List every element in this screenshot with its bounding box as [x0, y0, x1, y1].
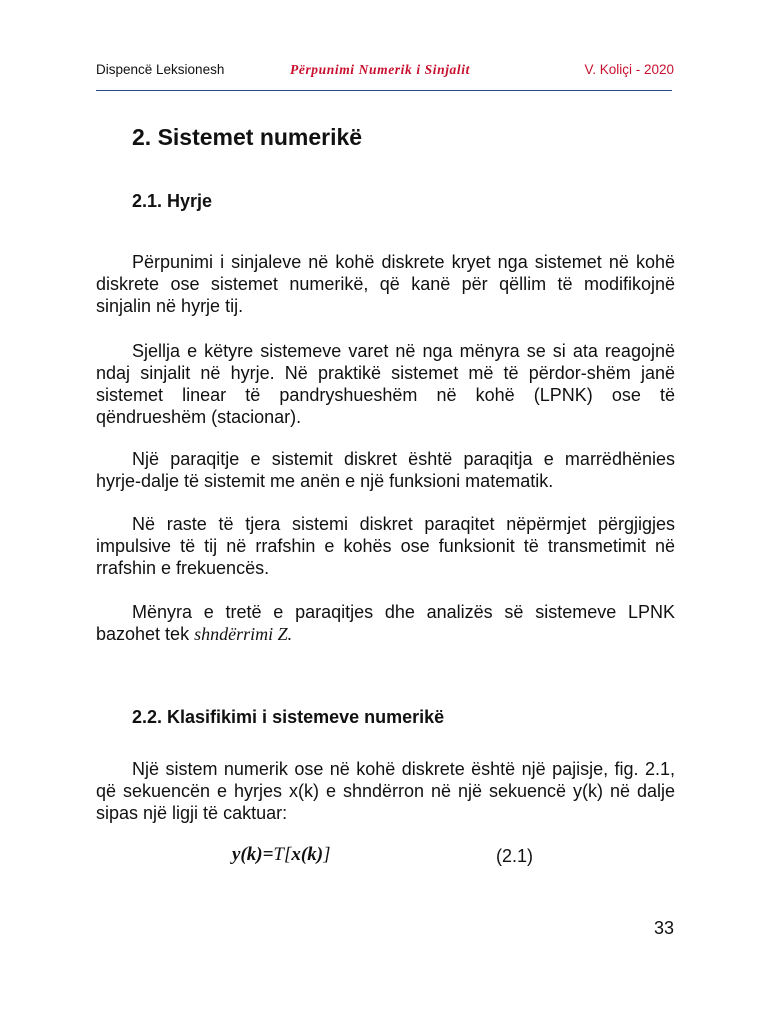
paragraph-text: Mënyra e tretë e paraqitjes dhe analizës së sistemeve LPNK bazohet tek: [96, 602, 675, 644]
paragraph: [96, 601, 675, 645]
equation-operator: T: [273, 844, 284, 865]
equation-bracket-close: ]: [323, 844, 331, 865]
equation: [232, 844, 330, 866]
running-header: [96, 60, 676, 82]
paragraph: Sjellja e këtyre sistemeve varet në nga mënyra se si ata reagojnë ndaj sinjalit në hyrje. Në praktikë sistemet më të përdor-shëm janë sistemet linear të pandryshueshëm në kohë (LPNK) ose të qëndrueshëm (stacionar).: [96, 341, 675, 427]
section-title-intro: 2.1. Hyrje: [132, 191, 213, 211]
header-course-title: Përpunimi Numerik i Sinjalit: [290, 62, 470, 77]
page-number: 33: [654, 918, 675, 938]
chapter-title: 2. Sistemet numerikë: [132, 124, 363, 150]
header-author-year: V. Koliçi - 2020: [584, 62, 674, 77]
equation-argument: x(k): [291, 844, 324, 865]
paragraph: Një paraqitje e sistemit diskret është paraqitja e marrëdhënies hyrje-dalje të sistemit me anën e një funksioni matematik.: [96, 449, 675, 491]
section-title-classification: 2.2. Klasifikimi i sistemeve numerikë: [132, 707, 445, 727]
equation-equals: =: [262, 844, 274, 865]
paragraph: Një sistem numerik ose në kohë diskrete është një pajisje, fig. 2.1, që sekuencën e hyrjes x(k) e shndërron në një sekuencë y(k) në dalje sipas një ligji të caktuar:: [96, 759, 675, 823]
header-divider: [96, 90, 672, 91]
paragraph: Përpunimi i sinjaleve në kohë diskrete kryet nga sistemet në kohë diskrete ose sistemet numerikë, që kanë për qëllim të modifikojnë sinjalin në hyrje tij.: [96, 252, 675, 316]
equation-bracket-open: [: [284, 844, 292, 865]
equation-number: (2.1): [496, 846, 534, 866]
paragraph: Në raste të tjera sistemi diskret paraqitet nëpërmjet përgjigjes impulsive të tij në rrafshin e kohës ose funksionit të transmetimit në rrafshin e frekuencës.: [96, 514, 675, 578]
z-transform-term: shndërrimi Z.: [194, 624, 293, 644]
equation-lhs: y(k): [232, 844, 263, 865]
header-left-text: Dispencë Leksionesh: [96, 62, 225, 77]
